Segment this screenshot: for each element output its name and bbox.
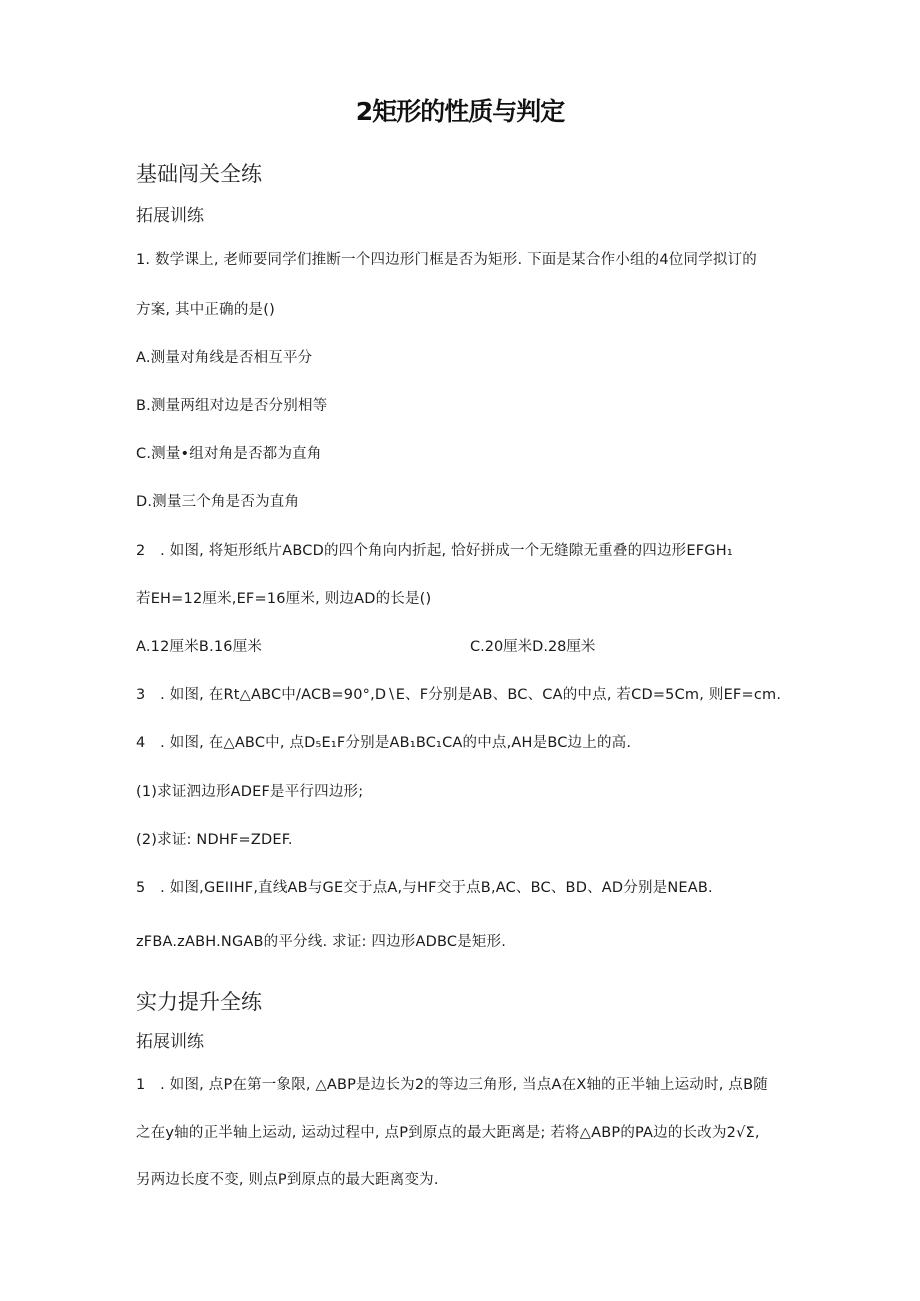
q1-option-b: B.测量两组对边是否分别相等 <box>136 398 328 414</box>
q1-option-c: C.测量•组对角是否都为直角 <box>136 446 322 462</box>
section-heading-basic: 基础闯关全练 <box>136 162 262 186</box>
adv-q1-line-1: 1 . 如图, 点P在第一象限, △ABP是边长为2的等边三角形, 当点A在X轴的正半轴上运动时, 点B随 <box>136 1077 768 1093</box>
adv-q1-line-3: 另两边长度不变, 则点P到原点的最大距离变为. <box>136 1172 439 1188</box>
q5-line-1: 5 . 如图,GEIIHF,直线AB与GE交于点A,与HF交于点B,AC、BC、BD、AD分别是NEAB. <box>136 880 713 896</box>
q2-options-cd: C.20厘米D.28厘米 <box>470 639 596 655</box>
q4-part-2: (2)求证: NDHF=ZDEF. <box>136 832 293 848</box>
q5-line-2: zFBA.zABH.NGAB的平分线. 求证: 四边形ADBC是矩形. <box>136 934 507 950</box>
q2-line-1: 2 . 如图, 将矩形纸片ABCD的四个角向内折起, 恰好拼成一个无缝隙无重叠的四边形EFGH₁ <box>136 543 733 559</box>
subheading-advanced-training: 拓展训练 <box>136 1032 204 1052</box>
page-title: 2矩形的性质与判定 <box>355 97 565 126</box>
q1-option-d: D.测量三个角是否为直角 <box>136 494 300 510</box>
q1-line-2: 方案, 其中正确的是() <box>136 302 275 318</box>
q3-line-1: 3 . 如图, 在Rt△ABC中∕ACB=90°,D∖E、F分别是AB、BC、CA的中点, 若CD=5Cm, 则EF=cm. <box>136 687 782 703</box>
subheading-basic-training: 拓展训练 <box>136 206 204 226</box>
q2-options-ab: A.12厘米B.16厘米 <box>136 639 263 655</box>
q1-line-1: 1. 数学课上, 老师要同学们推断一个四边形门框是否为矩形. 下面是某合作小组的4位同学拟订的 <box>136 252 758 268</box>
section-heading-advanced: 实力提升全练 <box>136 990 262 1014</box>
q4-line-1: 4 . 如图, 在△ABC中, 点D₅E₁F分别是AB₁BC₁CA的中点,AH是BC边上的高. <box>136 735 632 751</box>
q2-line-2: 若EH=12厘米,EF=16厘米, 则边AD的长是() <box>136 591 432 607</box>
q4-part-1: (1)求证泗边形ADEF是平行四边形; <box>136 784 364 800</box>
adv-q1-line-2: 之在y轴的正半轴上运动, 运动过程中, 点P到原点的最大距离是; 若将△ABP的PA边的长改为2√Σ, <box>136 1125 760 1141</box>
q1-option-a: A.测量对角线是否相互平分 <box>136 350 313 366</box>
